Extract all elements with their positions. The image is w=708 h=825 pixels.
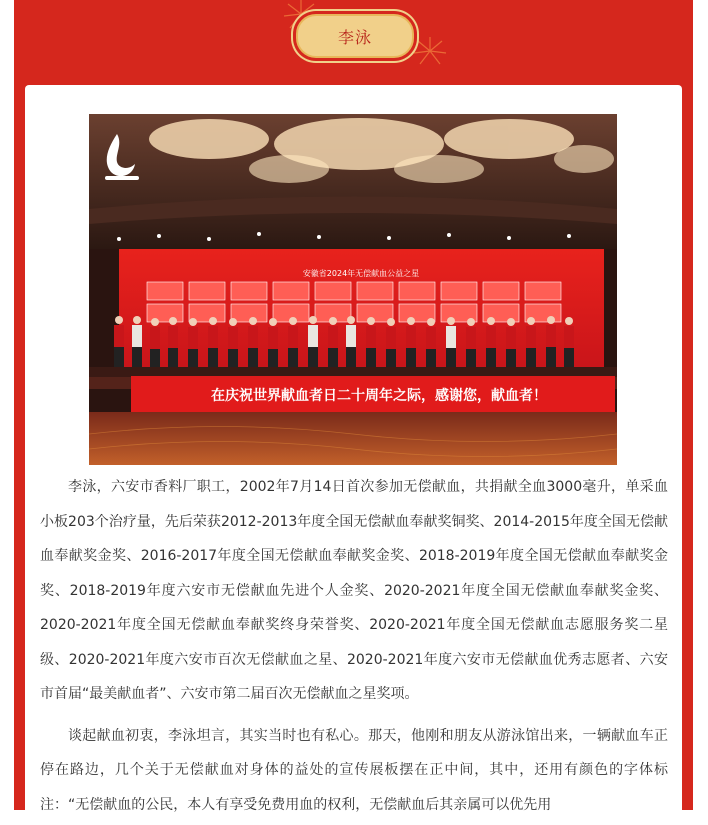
ceremony-scene (89, 114, 617, 465)
article-body (40, 470, 668, 822)
firework-decoration-icon (412, 36, 448, 66)
name-badge-label: 李泳 (337, 27, 372, 47)
name-badge (296, 14, 414, 58)
backdrop-title: 安徽省2024年无偿献血公益之星 (302, 269, 420, 278)
article-paragraph: 李泳，六安市香料厂职工，2002年7月14日首次参加无偿献血，共捐献全血3000毫升，单采血小板203个治疗量，先后荣获2012-2013年度全国无偿献血奉献奖铜奖、2014-2015年度全国无偿献血奉献奖金奖、2016-2017年度全国无偿献血奉献奖金奖、2018-2019年度全国无偿献血奉献奖金奖、2018-2019年度六安市无偿献血先进个人金奖、2020-2021年度全国无偿献血奉献奖金奖、2020-2021年度全国无偿献血奉献奖终身荣誉奖、2020-2021年度全国无偿献血志愿服务奖二星级、2020-2021年度六安市百次无偿献血之星、2020-2021年度六安市无偿献血优秀志愿者、六安市首届“最美献血者”、六安市第二届百次无偿献血之星奖项。 (40, 479, 668, 702)
award-ceremony-photo (89, 114, 617, 465)
stage-banner-text: 在庆祝世界献血者日二十周年之际，感谢您，献血者！ (211, 388, 547, 404)
article-paragraph: 谈起献血初衷，李泳坦言，其实当时也有私心。那天，他刚和朋友从游泳馆出来，一辆献血车正停在路边，几个关于无偿献血对身体的益处的宣传展板摆在正中间，其中，还用有颜色的字体标注：“无偿献血的公民，本人有享受免费用血的权利，无偿献血后其亲属可以优先用 (40, 727, 668, 813)
